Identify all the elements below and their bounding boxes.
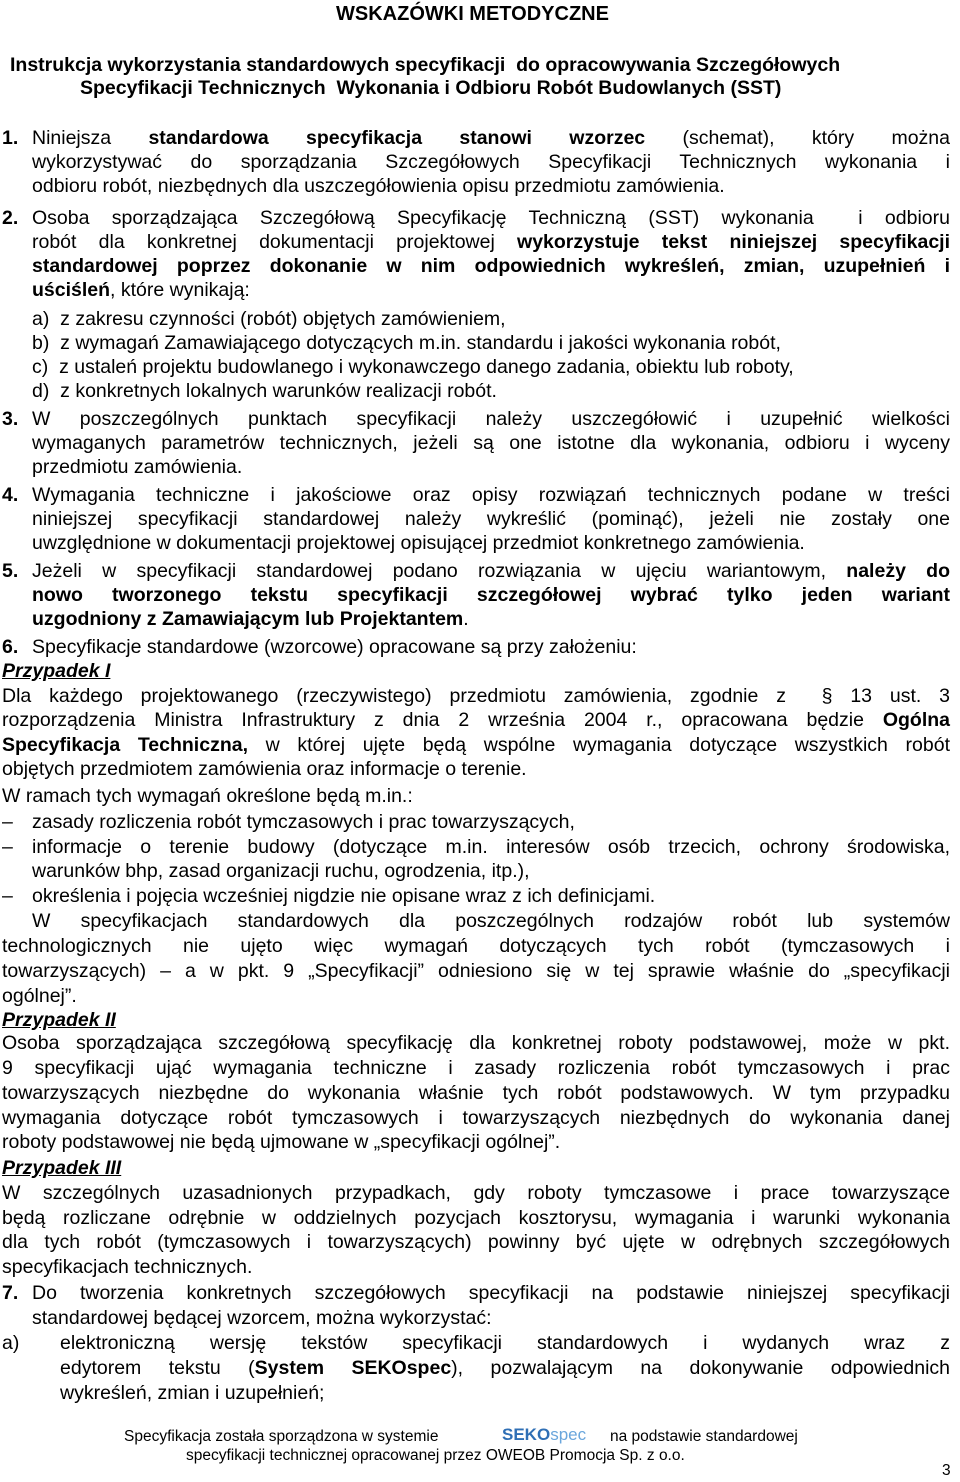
point-2-line-2: robót dla konkretnej dokumentacji projektowej wykorzystuje tekst niniejszej specyfikacji xyxy=(32,231,951,253)
subtitle-line-2: Specyfikacji Technicznych Wykonania i Odbioru Robót Budowlanych (SST) xyxy=(80,77,782,99)
point-5-line-3: uzgodniony z Zamawiającym lub Projektantem. xyxy=(32,608,469,630)
sekospec-logo: SEKOspec xyxy=(502,1425,587,1444)
case-1-dash-item-3: określenia i pojęcia wcześniej nigdzie nie opisane wraz z ich definicjami. xyxy=(32,885,656,907)
point-2-item-a: a) z zakresu czynności (robót) objętych zamówieniem, xyxy=(32,308,506,330)
point-2-item-d: d) z konkretnych lokalnych warunków realizacji robót. xyxy=(32,380,497,402)
case-3-heading: Przypadek III xyxy=(2,1157,122,1179)
systems-line-1: W specyfikacjach standardowych dla poszczególnych rodzajów robót lub systemów xyxy=(32,910,950,932)
point-6-number: 6. xyxy=(2,636,19,658)
case-1-dash-item-2-cont: warunków bhp, zasad organizacji ruchu, ogrodzenia, itp.), xyxy=(32,860,530,882)
systems-line-4: ogólnej”. xyxy=(2,985,77,1007)
point-1-line-1: Niniejsza standardowa specyfikacja stanowi wzorzec (schemat), który można xyxy=(32,127,950,149)
dash-bullet-1: – xyxy=(2,811,13,833)
point-2-item-c: c) z ustaleń projektu budowlanego i wykonawczego danego zadania, obiektu lub roboty, xyxy=(32,356,794,378)
case-1-dash-item-1: zasady rozliczenia robót tymczasowych i prac towarzyszących, xyxy=(32,811,575,833)
footer-line-2: specyfikacji technicznej opracowanej przez OWEOB Promocja Sp. z o.o. xyxy=(186,1447,685,1464)
point-2-item-b: b) z wymagań Zamawiającego dotyczących m.in. standardu i jakości wykonania robót, xyxy=(32,332,781,354)
point-2-line-4: uściśleń, które wynikają: xyxy=(32,279,250,301)
case-1-dash-item-2: informacje o terenie budowy (dotyczące m.in. interesów osób trzecich, ochrony środowiska, xyxy=(32,836,950,858)
dash-bullet-2: – xyxy=(2,836,13,858)
point-1-line-3: odbioru robót, niezbędnych dla uszczegółowienia opisu przedmiotu zamówienia. xyxy=(32,175,725,197)
case-1-line-1: Dla każdego projektowanego (rzeczywistego) przedmiotu zamówienia, zgodnie z § 13 ust. 3 xyxy=(2,685,950,707)
case-1-line-5: W ramach tych wymagań określone będą m.in.: xyxy=(2,785,413,807)
point-2-line-1: Osoba sporządzająca Szczegółową Specyfikację Techniczną (SST) wykonania i odbioru xyxy=(32,207,950,229)
case-1-heading: Przypadek I xyxy=(2,660,111,682)
point-2-line-3: standardowej poprzez dokonanie w nim odpowiednich wykreśleń, zmian, uzupełnień i xyxy=(32,255,950,277)
case-3-line-3: dla tych robót (tymczasowych i towarzyszących) powinny być ujęte w odrębnych szczegółowych xyxy=(2,1231,950,1253)
case-2-heading: Przypadek II xyxy=(2,1009,116,1031)
point-1-line-2: wykorzystywać do sporządzania Szczegółowych Specyfikacji Technicznych wykonania i xyxy=(32,151,950,173)
point-3-line-3: przedmiotu zamówienia. xyxy=(32,456,243,478)
point-7-item-a-line-2: edytorem tekstu (System SEKOspec), pozwalającym na dokonywanie odpowiednich xyxy=(60,1357,951,1379)
point-4-line-2: niniejszej specyfikacji standardowej należy wykreślić (pominąć), jeżeli nie zostały one xyxy=(32,508,950,530)
point-2-number: 2. xyxy=(2,207,19,229)
systems-line-3: towarzyszących) – a w pkt. 9 „Specyfikacji” odniesiono się w tej sprawie właśnie do „specyfikacji xyxy=(2,960,950,982)
dash-bullet-3: – xyxy=(2,885,13,907)
point-1-number: 1. xyxy=(2,127,19,149)
case-2-line-4: wymagania dotyczące robót tymczasowych i towarzyszących niezbędnych do wykonania danej xyxy=(2,1107,950,1129)
page-number: 3 xyxy=(942,1462,951,1479)
case-3-line-2: będą rozliczane odrębnie w oddzielnych pozycjach kosztorysu, wymagania i warunki wykonania xyxy=(2,1207,950,1229)
point-5-line-2: nowo tworzonego tekstu specyfikacji szczegółowej wybrać tylko jeden wariant xyxy=(32,584,950,606)
point-7-item-a-line-1: elektroniczną wersję tekstów specyfikacji standardowych i wydanych wraz z xyxy=(60,1332,950,1354)
case-1-line-2: rozporządzenia Ministra Infrastruktury z dnia 2 września 2004 r., opracowana będzie Ogólna xyxy=(2,709,950,731)
case-1-line-4: objętych przedmiotem zamówienia oraz informacje o terenie. xyxy=(2,758,527,780)
point-6-line-1: Specyfikacje standardowe (wzorcowe) opracowane są przy założeniu: xyxy=(32,636,637,658)
subtitle-line-1: Instrukcja wykorzystania standardowych specyfikacji do opracowywania Szczegółowych xyxy=(10,54,841,76)
systems-line-2: technologicznych nie ujęto więc wymagań dotyczących tych robót (tymczasowych i xyxy=(2,935,950,957)
case-2-line-2: 9 specyfikacji ująć wymagania techniczne i zasady rozliczenia robót tymczasowych i prac xyxy=(2,1057,950,1079)
point-7-item-a-label: a) xyxy=(2,1332,20,1354)
point-5-line-1: Jeżeli w specyfikacji standardowej podano rozwiązania w ujęciu wariantowym, należy do xyxy=(32,560,950,582)
case-3-line-4: specyfikacjach technicznych. xyxy=(2,1256,253,1278)
case-2-line-1: Osoba sporządzająca szczegółową specyfikację dla konkretnej roboty podstawowej, może w pkt. xyxy=(2,1032,950,1054)
point-3-number: 3. xyxy=(2,408,19,430)
point-4-line-1: Wymagania techniczne i jakościowe oraz opisy rozwiązań technicznych podane w treści xyxy=(32,484,950,506)
point-4-line-3: uwzględnione w dokumentacji projektowej opisującej przedmiot konkretnego zamówienia. xyxy=(32,532,805,554)
footer-line-1-right: na podstawie standardowej xyxy=(610,1428,798,1445)
point-7-line-2: standardowej będącej wzorcem, można wykorzystać: xyxy=(32,1307,492,1329)
point-4-number: 4. xyxy=(2,484,19,506)
case-1-line-3: Specyfikacja Techniczna, w której ujęte będą wspólne wymagania dotyczące wszystkich robót xyxy=(2,734,950,756)
page-title: WSKAZÓWKI METODYCZNE xyxy=(336,3,609,25)
case-2-line-5: roboty podstawowej nie będą ujmowane w „specyfikacji ogólnej”. xyxy=(2,1131,561,1153)
point-3-line-2: wymaganych parametrów technicznych, jeżeli są one istotne dla wykonania, odbioru i wyceny xyxy=(32,432,950,454)
case-2-line-3: towarzyszących niezbędne do wykonania właśnie tych robót podstawowych. W tym przypadku xyxy=(2,1082,950,1104)
point-7-number: 7. xyxy=(2,1282,19,1304)
footer-line-1-left: Specyfikacja została sporządzona w systemie xyxy=(124,1428,439,1445)
point-7-line-1: Do tworzenia konkretnych szczegółowych specyfikacji na podstawie niniejszej specyfikacji xyxy=(32,1282,950,1304)
case-3-line-1: W szczególnych uzasadnionych przypadkach, gdy roboty tymczasowe i prace towarzyszące xyxy=(2,1182,950,1204)
point-5-number: 5. xyxy=(2,560,19,582)
point-3-line-1: W poszczególnych punktach specyfikacji należy uszczegółowić i uzupełnić wielkości xyxy=(32,408,950,430)
point-7-item-a-line-3: wykreśleń, zmian i uzupełnień; xyxy=(60,1382,325,1404)
